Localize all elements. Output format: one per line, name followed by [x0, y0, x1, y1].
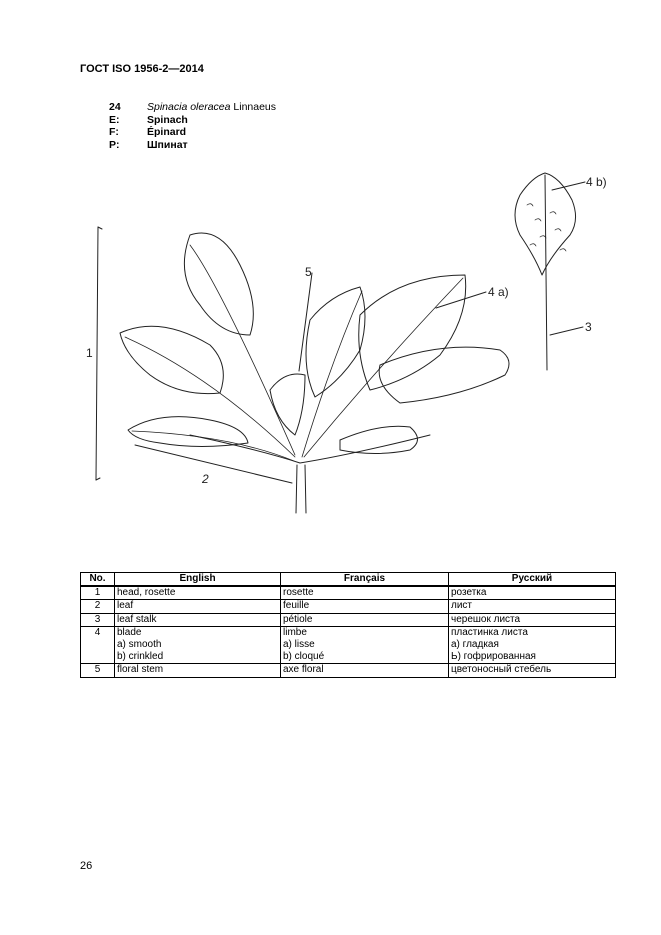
table-row: [81, 600, 616, 613]
cell-no: 3: [81, 613, 115, 626]
species-name-english: E: Spinach: [109, 113, 188, 126]
cell-line: b) cloqué: [283, 651, 325, 663]
cell-fr: [281, 600, 449, 613]
cell-line: feuille: [283, 600, 310, 612]
leaf-stalk-3: [545, 175, 547, 370]
callout-1-label: 1: [86, 346, 93, 360]
cell-en: [115, 586, 281, 600]
cell-en: [115, 664, 281, 677]
col-header-russian: Русский: [449, 573, 616, 587]
cell-en: [115, 613, 281, 626]
col-header-english: English: [115, 573, 281, 587]
cell-no: 4: [81, 626, 115, 664]
cell-no: 2: [81, 600, 115, 613]
cell-ru: [449, 600, 616, 613]
cell-line: pétiole: [283, 613, 313, 625]
cell-en: [115, 626, 281, 664]
table-row: [81, 626, 616, 664]
cell-ru: [449, 626, 616, 664]
cell-line: leaf stalk: [117, 613, 157, 625]
cell-fr: [281, 664, 449, 677]
species-title-row: [109, 101, 276, 114]
cell-line: пластинка листа: [451, 626, 528, 638]
leaf-right: [379, 347, 509, 403]
cell-line: a) lisse: [283, 639, 315, 651]
cell-line: blade: [117, 626, 142, 638]
rosette-base: [190, 435, 430, 463]
col-header-french: Français: [281, 573, 449, 587]
cell-en: [115, 600, 281, 613]
cell-no: 5: [81, 664, 115, 677]
callout-3-label: 3: [585, 320, 592, 334]
species-number: 24: [109, 101, 121, 113]
cell-fr: [281, 613, 449, 626]
leaf-top-left: [184, 233, 253, 335]
species-name-french: F: Épinard: [109, 126, 187, 138]
cell-line: b) crinkled: [117, 651, 164, 663]
floral-stem: [296, 465, 306, 513]
cell-line: розетка: [451, 587, 487, 599]
cell-ru: [449, 586, 616, 600]
leaf-left: [120, 326, 223, 393]
species-name-russian: P: Шпинат: [109, 138, 188, 151]
leaf-center: [306, 287, 365, 397]
leaf-inner: [270, 374, 305, 435]
table-header-row: [81, 573, 616, 587]
table-body: [81, 586, 616, 677]
callout-4a-leader: [436, 292, 486, 308]
standard-header: ГОСТ ISO 1956-2—2014: [80, 63, 204, 75]
cell-fr: [281, 626, 449, 664]
cell-line: Ь) гофрированная: [451, 651, 536, 663]
table-row: [81, 613, 616, 626]
callout-3-leader: [550, 327, 583, 335]
callout-4a-label: 4 a): [488, 285, 509, 299]
cell-line: a) гладкая: [451, 639, 499, 651]
cell-line: rosette: [283, 587, 314, 599]
callout-2-label: 2: [202, 472, 209, 486]
latin-author: Linnaeus: [233, 101, 277, 113]
cell-ru: [449, 664, 616, 677]
callout-5-label: 5: [305, 265, 312, 279]
cell-line: черешок листа: [451, 613, 521, 625]
cell-line: axe floral: [283, 664, 324, 676]
cell-ru: [449, 613, 616, 626]
leaf-bottom-right: [340, 426, 418, 453]
cell-line: head, rosette: [117, 587, 176, 599]
cell-line: floral stem: [117, 664, 164, 676]
cell-line: цветоносный стебель: [451, 664, 552, 676]
cell-no: 1: [81, 586, 115, 600]
spinach-illustration: [80, 165, 620, 525]
table-row: [81, 586, 616, 600]
species-block: [109, 101, 276, 151]
callout-1-bracket: [96, 227, 98, 480]
table-row: [81, 664, 616, 677]
cell-line: a) smooth: [117, 639, 162, 651]
cell-line: лист: [451, 600, 473, 612]
cell-fr: [281, 586, 449, 600]
cell-line: limbe: [283, 626, 307, 638]
callout-4b-label: 4 b): [586, 175, 607, 189]
latin-name: Spinacia oleracea: [147, 101, 231, 113]
col-header-no: No.: [81, 573, 115, 587]
page-number: 26: [80, 860, 93, 872]
callout-2-line: [135, 445, 292, 483]
cell-line: leaf: [117, 600, 134, 612]
terms-table: [80, 572, 616, 678]
callout-4b-leader: [552, 182, 585, 190]
